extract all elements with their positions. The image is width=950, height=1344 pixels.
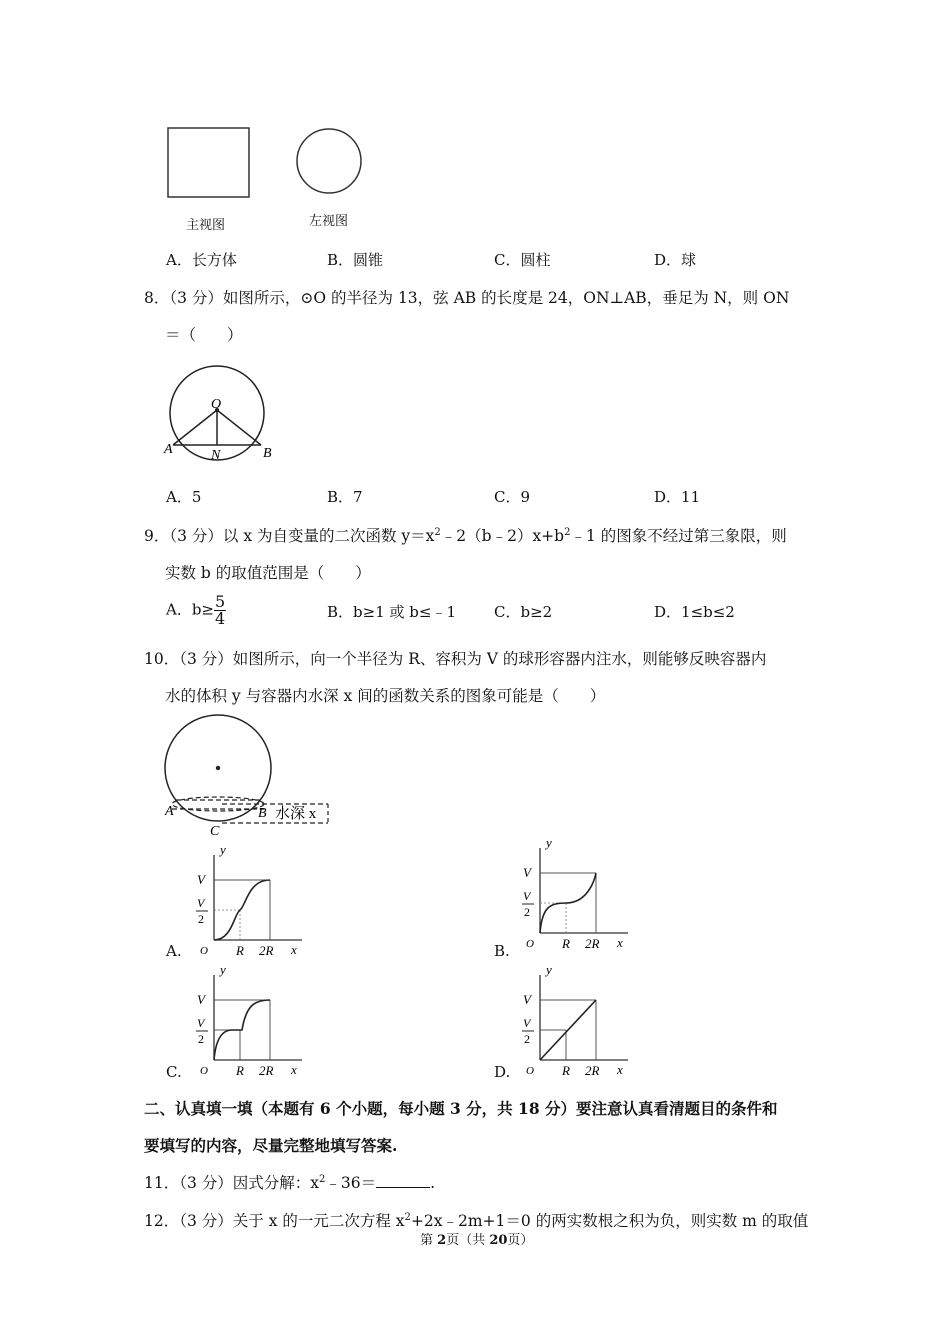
origin-label: O	[526, 1065, 534, 1077]
q10-label-b: B	[258, 806, 267, 821]
v-tick-label: V	[523, 992, 531, 1007]
q8-label-o: O	[211, 397, 222, 412]
q7-front-view-figure	[165, 125, 255, 200]
q11-stem: 11．（3 分）因式分解：$x^2﹣36=$ .	[144, 1173, 436, 1192]
q10-option-a: A.	[166, 942, 182, 960]
section2-heading-line2: 要填写的内容，尽量完整地填写答案.	[144, 1136, 398, 1155]
half-v-numerator: V	[523, 1016, 531, 1030]
r-tick-label: R	[562, 1063, 570, 1078]
2r-tick-label: 2R	[259, 1063, 274, 1078]
q8-option-b: B．7	[327, 488, 363, 506]
q8-label-a: A	[164, 442, 173, 457]
r-tick-label: R	[562, 936, 570, 951]
y-axis-label: y	[220, 843, 226, 857]
half-v-denominator: 2	[524, 1032, 530, 1046]
half-v-denominator: 2	[524, 905, 530, 919]
v-tick-label: V	[523, 865, 531, 880]
q12-stem: 12．（3 分）关于 x 的一元二次方程 $x^2+2x﹣2m+1=0$ 的两实数根之积为负，则实数 m 的取值	[144, 1211, 809, 1230]
q10-label-c: C	[210, 824, 220, 837]
q7-front-view-label: 主视图	[186, 218, 226, 233]
current-page-number: 2	[437, 1233, 447, 1248]
q8-label-n: N	[211, 448, 221, 463]
q10-graph-d	[516, 963, 634, 1078]
half-v-numerator: V	[197, 896, 205, 910]
x-axis-label: x	[617, 935, 623, 950]
r-tick-label: R	[236, 943, 244, 958]
v-tick-label: V	[197, 992, 205, 1007]
q10-option-b: B.	[494, 942, 510, 960]
q10-option-c: C.	[166, 1063, 182, 1081]
q8-option-c: C．9	[494, 488, 531, 506]
total-pages: 20	[489, 1233, 508, 1248]
origin-label: O	[526, 938, 534, 950]
q9-option-d: D．1≤b≤2	[654, 603, 735, 621]
y-axis-label: y	[546, 836, 552, 850]
q9-stem-line2: 实数 b 的取值范围是（ ）	[165, 564, 371, 582]
q10-sphere-figure	[160, 712, 335, 837]
q10-label-depth: 水深 x	[275, 806, 317, 822]
half-v-numerator: V	[523, 889, 531, 903]
q10-stem-line1: 10．（3 分）如图所示，向一个半径为 R、容积为 V 的球形容器内注水，则能够反映容器内	[144, 650, 767, 668]
q8-option-d: D．11	[654, 488, 701, 506]
q9-option-a: A．b≥ $\frac{5}{4}$	[166, 592, 226, 628]
q9-option-b: B．b≥1 或 b≤﹣1	[327, 603, 456, 621]
q7-left-view-label: 左视图	[309, 214, 349, 229]
y-axis-label: y	[546, 963, 552, 977]
q8-stem-line1: 8．（3 分）如图所示，⊙O 的半径为 13，弦 AB 的长度是 24，ON⊥AB，垂足为 N，则 ON	[144, 289, 790, 307]
2r-tick-label: 2R	[259, 943, 274, 958]
q9-stem-line1: 9．（3 分）以 x 为自变量的二次函数 $y=x^2﹣2(b﹣2)x+b^2﹣1$ 的图象不经过第三象限，则	[144, 526, 787, 545]
q10-stem-line2: 水的体积 y 与容器内水深 x 间的函数关系的图象可能是（ ）	[165, 687, 606, 705]
section2-heading-line1: 二、认真填一填（本题有 6 个小题，每小题 3 分，共 18 分）要注意认真看清题目的条件和	[144, 1099, 778, 1118]
q10-graph-b	[516, 836, 634, 951]
q10-label-a: A	[165, 804, 174, 819]
2r-tick-label: 2R	[585, 936, 600, 951]
origin-label: O	[200, 945, 208, 957]
q7-option-c: C．圆柱	[494, 251, 551, 269]
x-axis-label: x	[617, 1062, 623, 1077]
q11-answer-blank[interactable]	[376, 1175, 430, 1188]
q10-graph-c	[190, 963, 308, 1078]
v-tick-label: V	[197, 872, 205, 887]
2r-tick-label: 2R	[585, 1063, 600, 1078]
q8-option-a: A．5	[166, 488, 202, 506]
q8-circle-figure	[160, 360, 280, 470]
q7-option-d: D．球	[654, 251, 697, 269]
q10-option-d: D.	[494, 1063, 511, 1081]
half-v-denominator: 2	[198, 1032, 204, 1046]
q7-left-view-figure	[294, 124, 366, 198]
q9-option-c: C．b≥2	[494, 603, 553, 621]
origin-label: O	[200, 1065, 208, 1077]
r-tick-label: R	[236, 1063, 244, 1078]
q7-option-b: B．圆锥	[327, 251, 384, 269]
y-axis-label: y	[220, 963, 226, 977]
q10-graph-a	[190, 843, 308, 958]
half-v-numerator: V	[197, 1016, 205, 1030]
x-axis-label: x	[291, 1062, 297, 1077]
q7-option-a: A．长方体	[166, 251, 237, 269]
x-axis-label: x	[291, 942, 297, 957]
page-footer: 第 2页（共 20页）	[420, 1233, 534, 1248]
q8-stem-line2: ＝（ ）	[165, 326, 243, 344]
q8-label-b: B	[263, 446, 272, 461]
half-v-denominator: 2	[198, 912, 204, 926]
